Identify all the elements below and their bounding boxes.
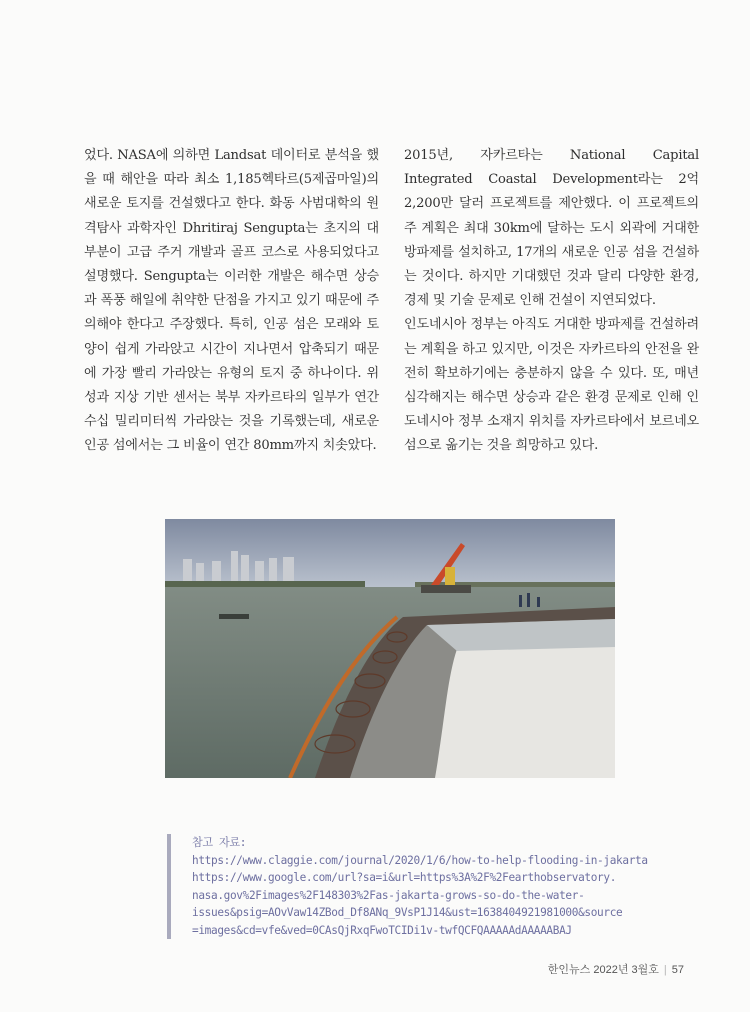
references-title: 참고 자료: (192, 836, 247, 849)
page-footer (548, 961, 684, 977)
paragraph: 인도네시아 정부는 아직도 거대한 방파제를 건설하려는 계획을 하고 있지만, 이것은 자카르타의 안전을 완전히 확보하기에는 충분하지 않을 수 있다. 또, 매년 심각해지는 해수면 상승과 같은 환경 문제로 인해 인도네시아 정부 소재지 위치를 자카르타에서 보르네오섬으로 옮기는 것을 희망하고 있다. (404, 317, 699, 454)
seawall-construction-photo (165, 519, 615, 778)
reference-line: issues&psig=AOvVaw14ZBod_Df8ANq_9VsP1J14&ust=1638404921981000&source (192, 906, 623, 919)
publication-name: 한인뉴스 2022년 3월호 (547, 964, 659, 976)
reference-line: =images&cd=vfe&ved=0CAsQjRxqFwoTCIDi1v-twfQCFQAAAAAdAAAAABAJ (192, 923, 572, 937)
page-number: 57 (671, 964, 684, 976)
article-column-right (404, 144, 699, 459)
reference-line: https://www.claggie.com/journal/2020/1/6/how-to-help-flooding-in-jakarta (192, 853, 648, 867)
references-block (167, 834, 722, 939)
paragraph: 2015년, 자카르타는 National Capital Integrated Coastal Development라는 2억 2,200만 달러 프로젝트를 제안했다. 이 프로젝트의 주 계획은 최대 30km에 달하는 도시 외곽에 거대한 방파제를 설치하고, 17개의 새로운 인공 섬을 건설하는 것이다. 하지만 기대했던 것과 달리 다양한 환경, 경제 및 기술 문제로 인해 건설이 지연되었다. (404, 148, 699, 309)
paragraph: 었다. NASA에 의하면 Landsat 데이터로 분석을 했을 때 해안을 따라 최소 1,185헥타르(5제곱마일)의 새로운 토지를 건설했다고 한다. 화동 사범대학의 원격탐사 과학자인 Dhritiraj Sengupta는 초지의 대부분이 고급 주거 개발과 골프 코스로 사용되었다고 설명했다. Sengupta는 이러한 개발은 해수면 상승과 폭풍 해일에 취약한 단점을 가지고 있기 때문에 주의해야 한다고 주장했다. 특히, 인공 섬은 모래와 토양이 쉽게 가라앉고 시간이 지나면서 압축되기 때문에 가장 빨리 가라앉는 유형의 토지 중 하나이다. 위성과 지상 기반 센서는 북부 자카르타의 일부가 연간 수십 밀리미터씩 가라앉는 것을 기록했는데, 새로운 인공 섬에서는 그 비율이 연간 80mm까지 치솟았다. (84, 148, 379, 454)
footer-separator: | (663, 964, 667, 976)
reference-line: https://www.google.com/url?sa=i&url=https%3A%2F%2Fearthobservatory. (192, 871, 617, 884)
reference-line: nasa.gov%2Fimages%2F148303%2Fas-jakarta-grows-so-do-the-water- (192, 888, 585, 902)
article-column-left (84, 144, 379, 459)
